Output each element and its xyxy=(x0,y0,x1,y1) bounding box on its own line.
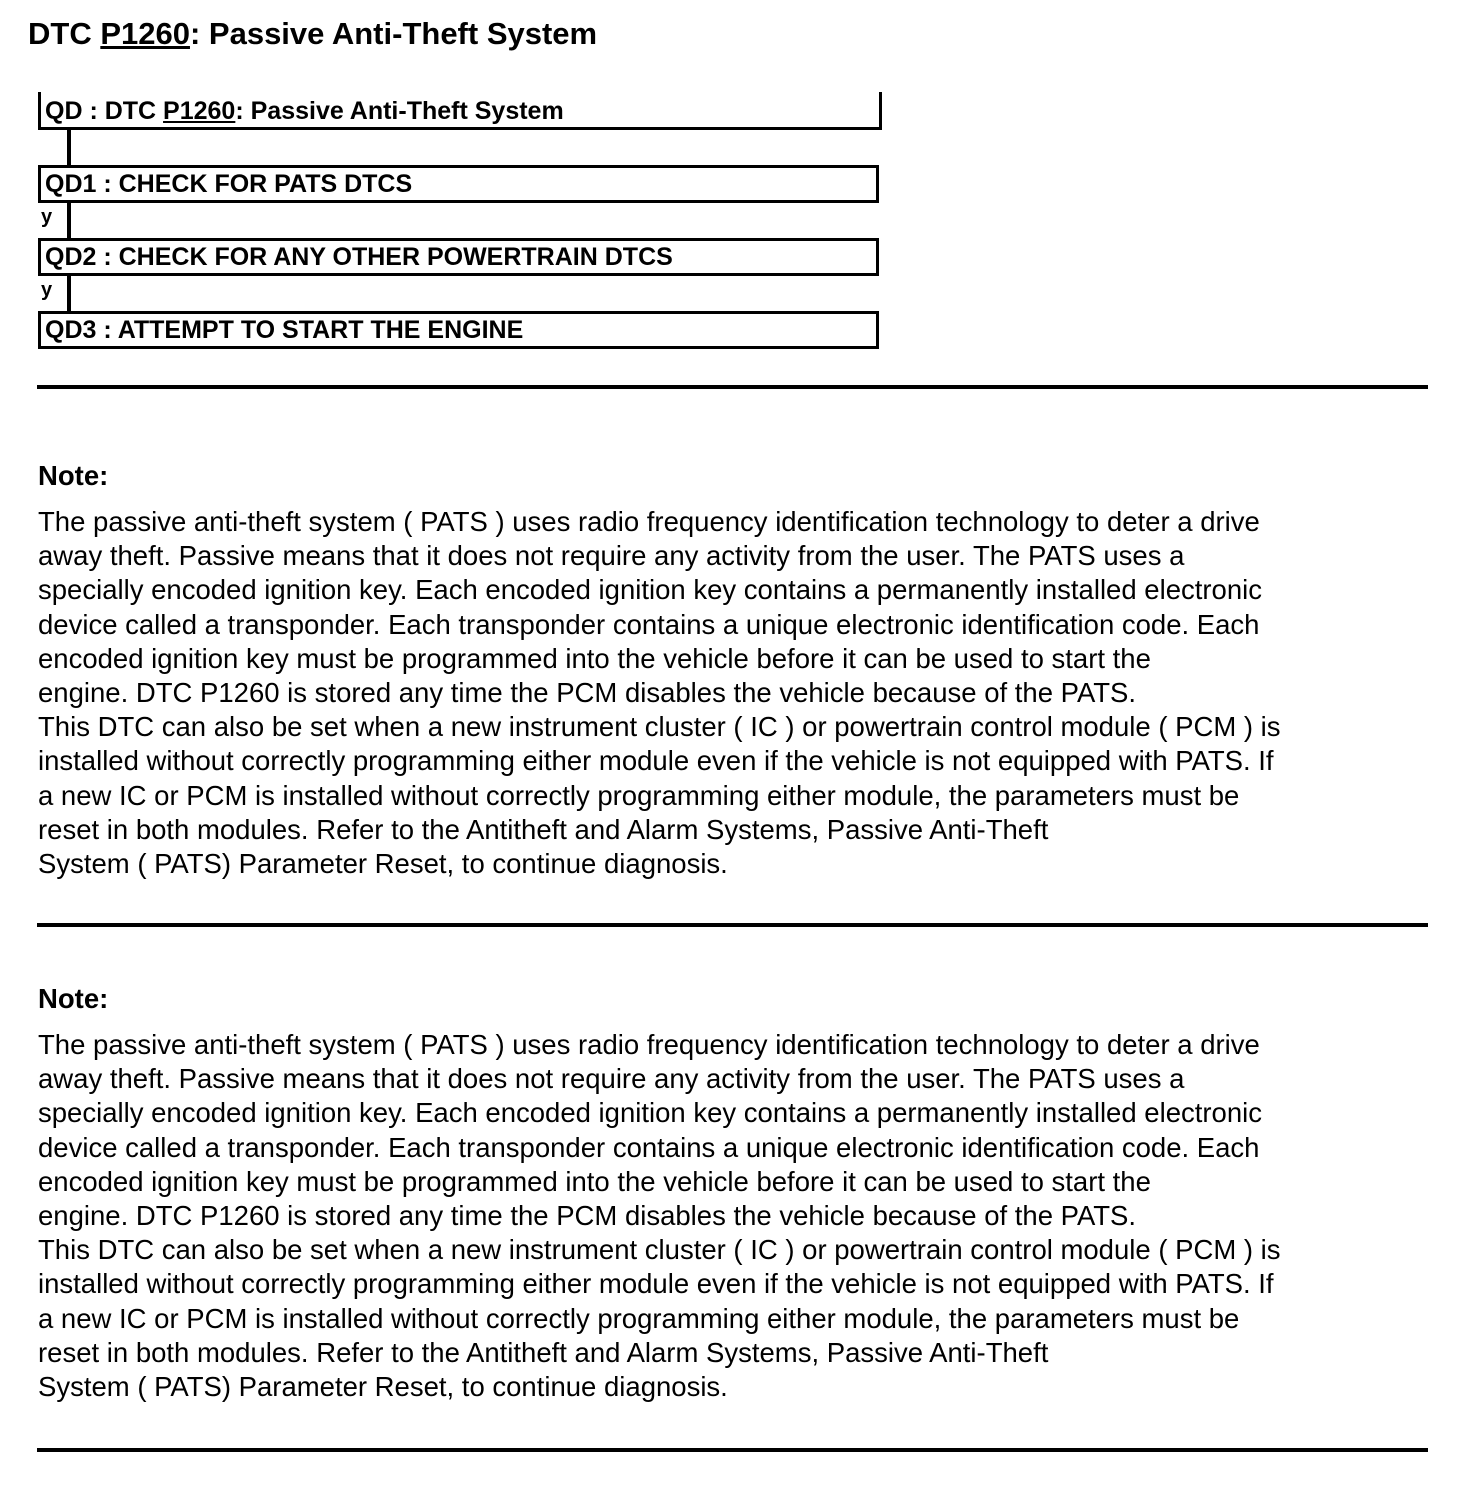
note-label: Note: xyxy=(38,460,109,491)
note-text-line: device called a transponder. Each transponder contains a unique electronic identification code. Each xyxy=(38,1131,1260,1163)
qd1-step-box[interactable]: QD1 : CHECK FOR PATS DTCS xyxy=(38,165,879,203)
flow-connector xyxy=(67,276,71,311)
title-suffix: : Passive Anti-Theft System xyxy=(189,16,598,51)
note-text-line: System ( PATS) Parameter Reset, to continue diagnosis. xyxy=(38,1371,728,1403)
qd-header-suffix: : Passive Anti-Theft System xyxy=(235,97,564,125)
note-label: Note: xyxy=(38,983,109,1014)
note-text-line: a new IC or PCM is installed without correctly programming either module, the parameters must be xyxy=(38,1302,1240,1334)
note-text-line: reset in both modules. Refer to the Antitheft and Alarm Systems, Passive Anti-Theft xyxy=(38,813,1049,845)
note-text-line: away theft. Passive means that it does not require any activity from the user. The PATS uses a xyxy=(38,540,1185,572)
note-text-line: installed without correctly programming either module even if the vehicle is not equipped with PATS. If xyxy=(38,1268,1274,1300)
note-text-line: a new IC or PCM is installed without correctly programming either module, the parameters must be xyxy=(38,779,1240,811)
qd-header-code[interactable]: P1260 xyxy=(163,97,236,125)
flow-connector xyxy=(67,130,71,165)
page-title xyxy=(28,14,597,54)
note-text-line: specially encoded ignition key. Each encoded ignition key contains a permanently installed electronic xyxy=(38,574,1262,606)
qd-header-box[interactable] xyxy=(38,92,882,130)
note-block xyxy=(38,459,1438,881)
yes-label: y xyxy=(41,206,53,228)
qd3-step-box[interactable]: QD3 : ATTEMPT TO START THE ENGINE xyxy=(38,311,879,349)
note-text-line: reset in both modules. Refer to the Antitheft and Alarm Systems, Passive Anti-Theft xyxy=(38,1336,1049,1368)
note-text-line: away theft. Passive means that it does not require any activity from the user. The PATS uses a xyxy=(38,1063,1185,1095)
note-text-line: installed without correctly programming either module even if the vehicle is not equipped with PATS. If xyxy=(38,745,1274,777)
note-block xyxy=(38,982,1438,1404)
title-prefix: DTC xyxy=(28,16,101,51)
flow-connector xyxy=(67,203,71,238)
qd2-step-box[interactable]: QD2 : CHECK FOR ANY OTHER POWERTRAIN DTCS xyxy=(38,238,879,276)
section-divider xyxy=(37,923,1428,927)
note-text-line: System ( PATS) Parameter Reset, to continue diagnosis. xyxy=(38,848,728,880)
note-text-line: engine. DTC P1260 is stored any time the PCM disables the vehicle because of the PATS. xyxy=(38,1200,1137,1232)
note-text-line: The passive anti-theft system ( PATS ) uses radio frequency identification technology to deter a drive xyxy=(38,1029,1260,1060)
note-text-line: encoded ignition key must be programmed into the vehicle before it can be used to start the xyxy=(38,1165,1151,1197)
section-divider xyxy=(37,385,1428,389)
section-divider xyxy=(37,1448,1428,1452)
note-text-line: This DTC can also be set when a new instrument cluster ( IC ) or powertrain control module ( PCM ) is xyxy=(38,1234,1281,1266)
note-text-line: specially encoded ignition key. Each encoded ignition key contains a permanently installed electronic xyxy=(38,1097,1262,1129)
qd-header-prefix: QD : DTC xyxy=(45,97,164,125)
note-text-line: The passive anti-theft system ( PATS ) uses radio frequency identification technology to deter a drive xyxy=(38,506,1260,537)
note-text-line: engine. DTC P1260 is stored any time the PCM disables the vehicle because of the PATS. xyxy=(38,677,1137,709)
yes-label: y xyxy=(41,279,53,301)
note-text-line: device called a transponder. Each transponder contains a unique electronic identification code. Each xyxy=(38,608,1260,640)
note-text-line: encoded ignition key must be programmed into the vehicle before it can be used to start the xyxy=(38,642,1151,674)
dtc-code-link[interactable]: P1260 xyxy=(100,16,190,51)
note-text-line: This DTC can also be set when a new instrument cluster ( IC ) or powertrain control module ( PCM ) is xyxy=(38,711,1281,743)
